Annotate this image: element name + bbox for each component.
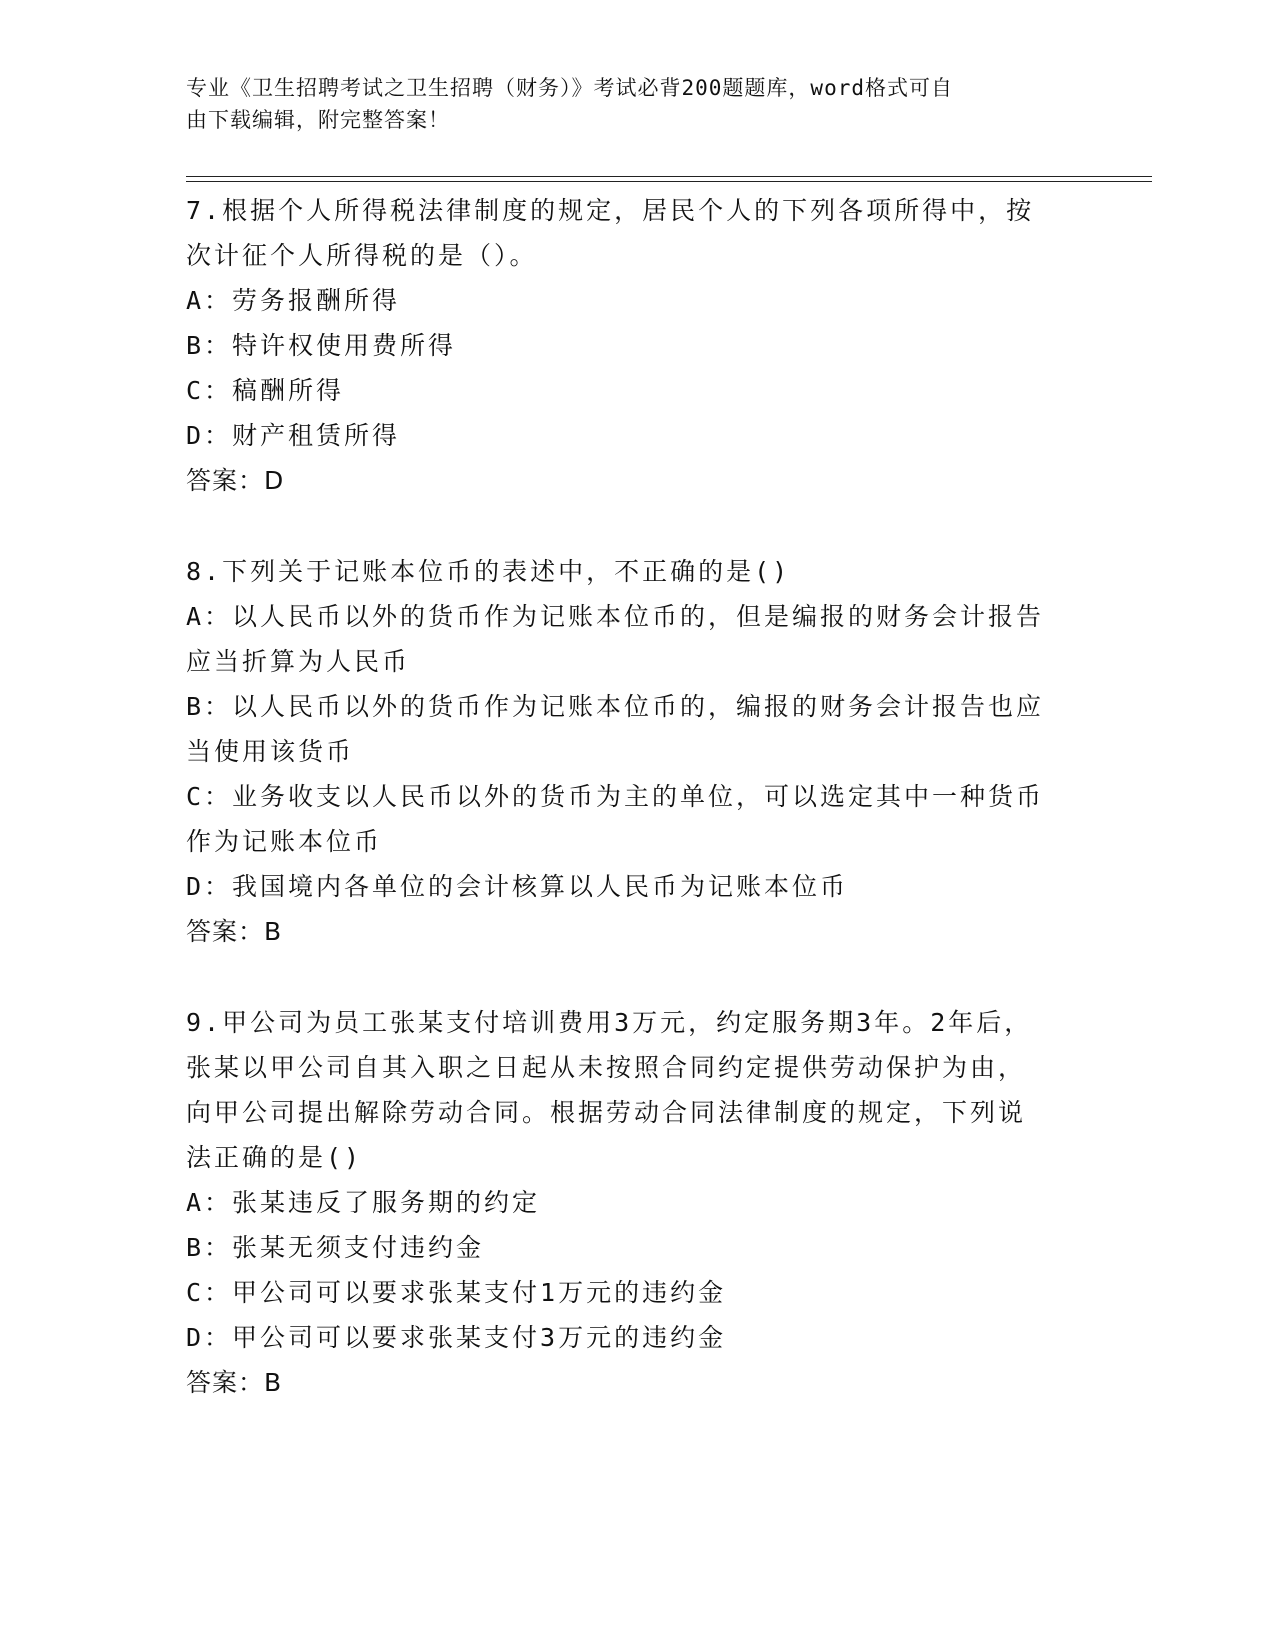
option-b: B：张某无须支付违约金 [186,1233,485,1262]
option-c-continued: 作为记账本位币 [186,827,383,856]
option-c: C：甲公司可以要求张某支付1万元的违约金 [186,1278,727,1307]
option-a: A：张某违反了服务期的约定 [186,1188,541,1217]
answer-label: 答案：B [186,917,283,946]
question-stem-line: 9.甲公司为员工张某支付培训费用3万元，约定服务期3年。2年后， [186,1008,1033,1037]
header-line-1: 专业《卫生招聘考试之卫生招聘（财务）》考试必背200题题库，word格式可自 [186,76,953,100]
answer-label: 答案：D [186,466,285,495]
option-d: D：财产租赁所得 [186,421,401,450]
option-a-continued: 应当折算为人民币 [186,647,411,676]
question-stem-line: 向甲公司提出解除劳动合同。根据劳动合同法律制度的规定，下列说 [186,1098,1027,1127]
header-line-2: 由下载编辑，附完整答案！ [186,108,450,132]
option-a: A：以人民币以外的货币作为记账本位币的，但是编报的财务会计报告 [186,602,1045,631]
answer-label: 答案：B [186,1368,283,1397]
option-b: B：特许权使用费所得 [186,331,457,360]
question-block [186,549,1086,954]
question-stem-line: 张某以甲公司自其入职之日起从未按照合同约定提供劳动保护为由， [186,1053,1027,1082]
option-c: C：业务收支以人民币以外的货币为主的单位，可以选定其中一种货币 [186,782,1045,811]
question-stem-line: 7.根据个人所得税法律制度的规定，居民个人的下列各项所得中，按 [186,196,1035,225]
question-stem-line: 次计征个人所得税的是（）。 [186,241,538,270]
option-d: D：甲公司可以要求张某支付3万元的违约金 [186,1323,727,1352]
header-divider-bottom [186,181,1152,182]
option-b: B：以人民币以外的货币作为记账本位币的，编报的财务会计报告也应 [186,692,1045,721]
question-block [186,188,1086,503]
option-a: A：劳务报酬所得 [186,286,401,315]
question-stem-line: 法正确的是() [186,1143,363,1172]
option-d: D：我国境内各单位的会计核算以人民币为记账本位币 [186,872,849,901]
document-header [186,72,1066,136]
question-stem-line: 8.下列关于记账本位币的表述中，不正确的是() [186,557,791,586]
header-divider-top [186,176,1152,177]
question-block [186,1000,1086,1405]
question-list [186,188,1086,1405]
option-b-continued: 当使用该货币 [186,737,355,766]
option-c: C：稿酬所得 [186,376,345,405]
